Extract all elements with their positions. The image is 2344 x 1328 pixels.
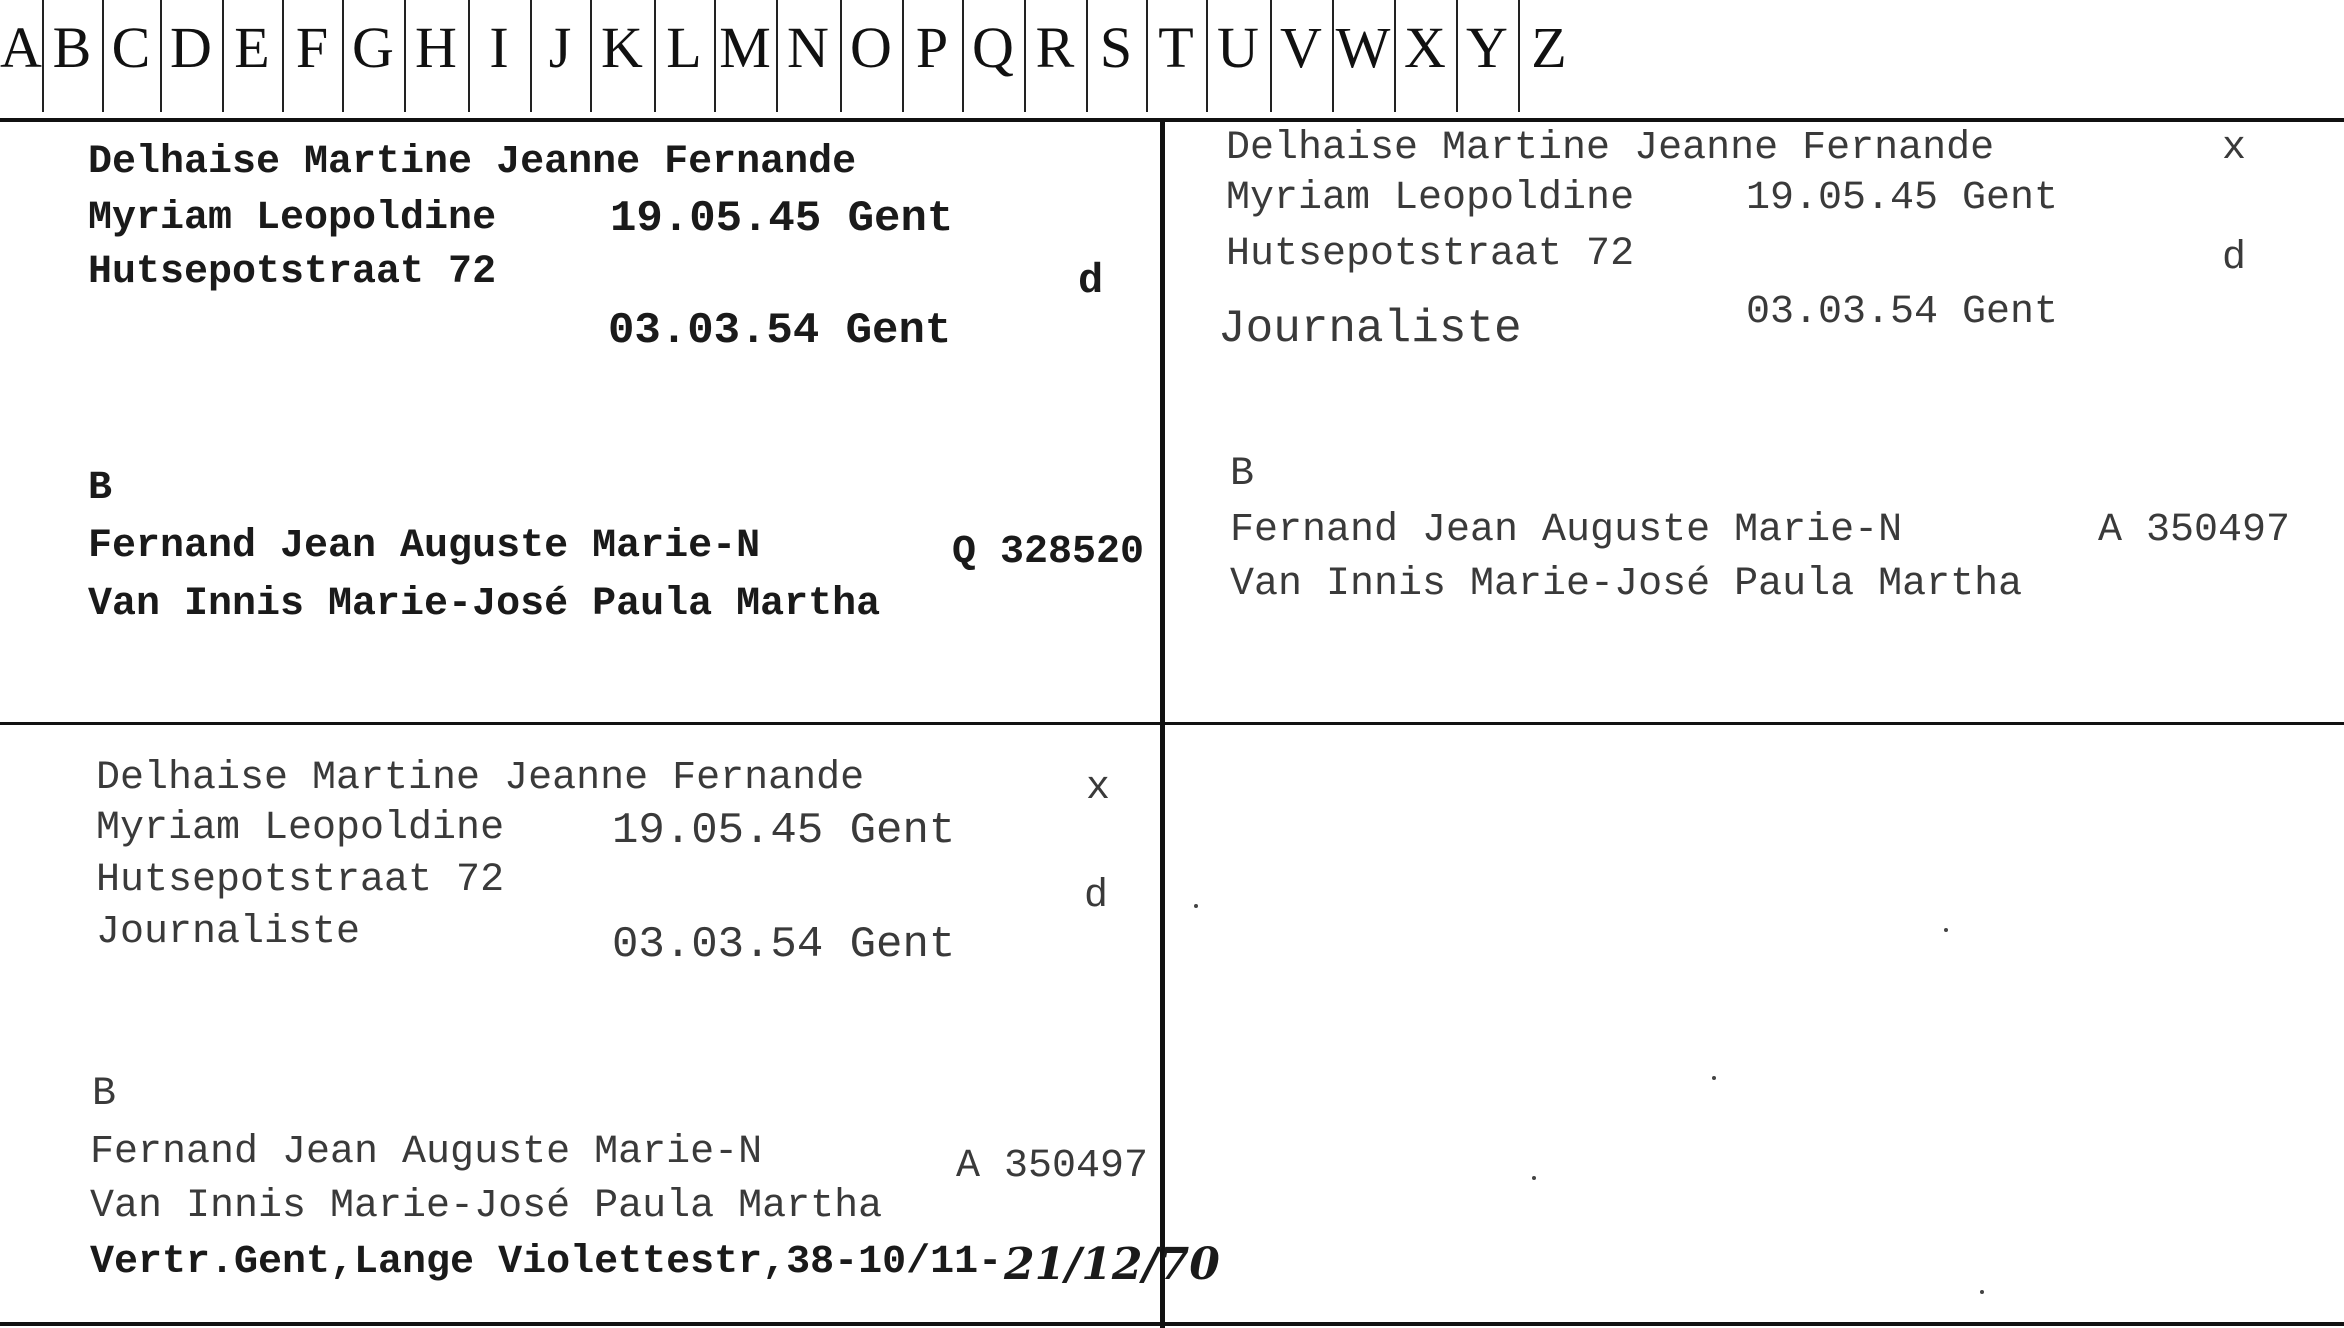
father-line: Fernand Jean Auguste Marie-N <box>1230 508 1903 553</box>
reference-number: A 350497 <box>2098 508 2291 553</box>
second-date-place: 03.03.54 Gent <box>612 920 956 970</box>
bottom-rule <box>0 1322 2344 1326</box>
index-letter-o: O <box>850 15 892 80</box>
index-letter-a: A <box>0 15 42 80</box>
index-letter-y: Y <box>1466 15 1508 80</box>
marker-d: d <box>1078 257 1104 305</box>
index-letter-q: Q <box>972 15 1014 80</box>
father-line: Fernand Jean Auguste Marie-N <box>88 524 761 569</box>
scan-speck <box>1194 904 1198 908</box>
middle-divider <box>0 722 2344 725</box>
section-b: B <box>92 1072 117 1117</box>
street-address: Hutsepotstraat 72 <box>88 250 497 295</box>
birth-date-place: 19.05.45 Gent <box>610 194 954 244</box>
scan-speck <box>1532 1176 1536 1180</box>
index-letter-h: H <box>415 15 457 80</box>
index-letter-p: P <box>915 15 949 80</box>
birth-date-place: 19.05.45 Gent <box>612 806 956 856</box>
marker-x: x <box>2222 126 2247 171</box>
departure-line: Vertr.Gent,Lange Violettestr,38-10/11- <box>90 1240 1003 1285</box>
header-bottom-rule <box>0 118 2344 122</box>
scan-speck <box>1980 1290 1984 1294</box>
name-line-2: Myriam Leopoldine <box>88 196 497 241</box>
index-letter-b: B <box>52 15 92 80</box>
index-letter-j: J <box>548 15 572 80</box>
birth-date-place: 19.05.45 Gent <box>1746 176 2059 221</box>
marker-x: x <box>1086 766 1111 811</box>
street-address: Hutsepotstraat 72 <box>96 858 505 903</box>
reference-number: A 350497 <box>956 1144 1149 1189</box>
index-letter-s: S <box>1099 15 1133 80</box>
profession: Journaliste <box>96 910 361 955</box>
index-letter-i: I <box>489 15 509 80</box>
index-letter-k: K <box>601 15 643 80</box>
section-b: B <box>1230 452 1255 497</box>
name-line-1: Delhaise Martine Jeanne Fernande <box>88 140 857 185</box>
index-letter-d: D <box>170 15 212 80</box>
street-address: Hutsepotstraat 72 <box>1226 232 1635 277</box>
scan-speck <box>1712 1076 1716 1080</box>
mother-line: Van Innis Marie-José Paula Martha <box>1230 562 2023 607</box>
index-letter-n: N <box>787 15 829 80</box>
name-line-2: Myriam Leopoldine <box>96 806 505 851</box>
father-line: Fernand Jean Auguste Marie-N <box>90 1130 763 1175</box>
mother-line: Van Innis Marie-José Paula Martha <box>88 582 881 627</box>
profession: Journaliste <box>1218 303 1522 355</box>
index-letter-v: V <box>1280 15 1322 80</box>
reference-number: Q 328520 <box>952 530 1145 575</box>
section-b: B <box>88 466 113 511</box>
index-letter-m: M <box>719 15 771 80</box>
scan-speck <box>1944 928 1948 932</box>
name-line-2: Myriam Leopoldine <box>1226 176 1635 221</box>
index-letter-z: Z <box>1531 15 1567 80</box>
index-letter-c: C <box>111 15 151 80</box>
marker-d: d <box>1084 874 1109 919</box>
index-letter-e: E <box>234 15 270 80</box>
index-letter-t: T <box>1158 15 1194 80</box>
index-letter-x: X <box>1404 15 1446 80</box>
index-letter-u: U <box>1217 15 1259 80</box>
name-line-1: Delhaise Martine Jeanne Fernande <box>1226 126 1995 171</box>
index-letter-f: F <box>295 15 329 80</box>
second-date-place: 03.03.54 Gent <box>1746 290 2059 335</box>
mother-line: Van Innis Marie-José Paula Martha <box>90 1184 883 1229</box>
second-date-place: 03.03.54 Gent <box>608 306 952 356</box>
name-line-1: Delhaise Martine Jeanne Fernande <box>96 756 865 801</box>
marker-d: d <box>2222 236 2247 281</box>
index-letter-l: L <box>666 15 702 80</box>
index-letter-w: W <box>1335 15 1391 80</box>
alphabet-index-row <box>0 0 2344 120</box>
index-letter-r: R <box>1035 15 1075 80</box>
index-letter-g: G <box>352 15 394 80</box>
handwritten-date: 21/12/70 <box>1004 1239 1220 1290</box>
